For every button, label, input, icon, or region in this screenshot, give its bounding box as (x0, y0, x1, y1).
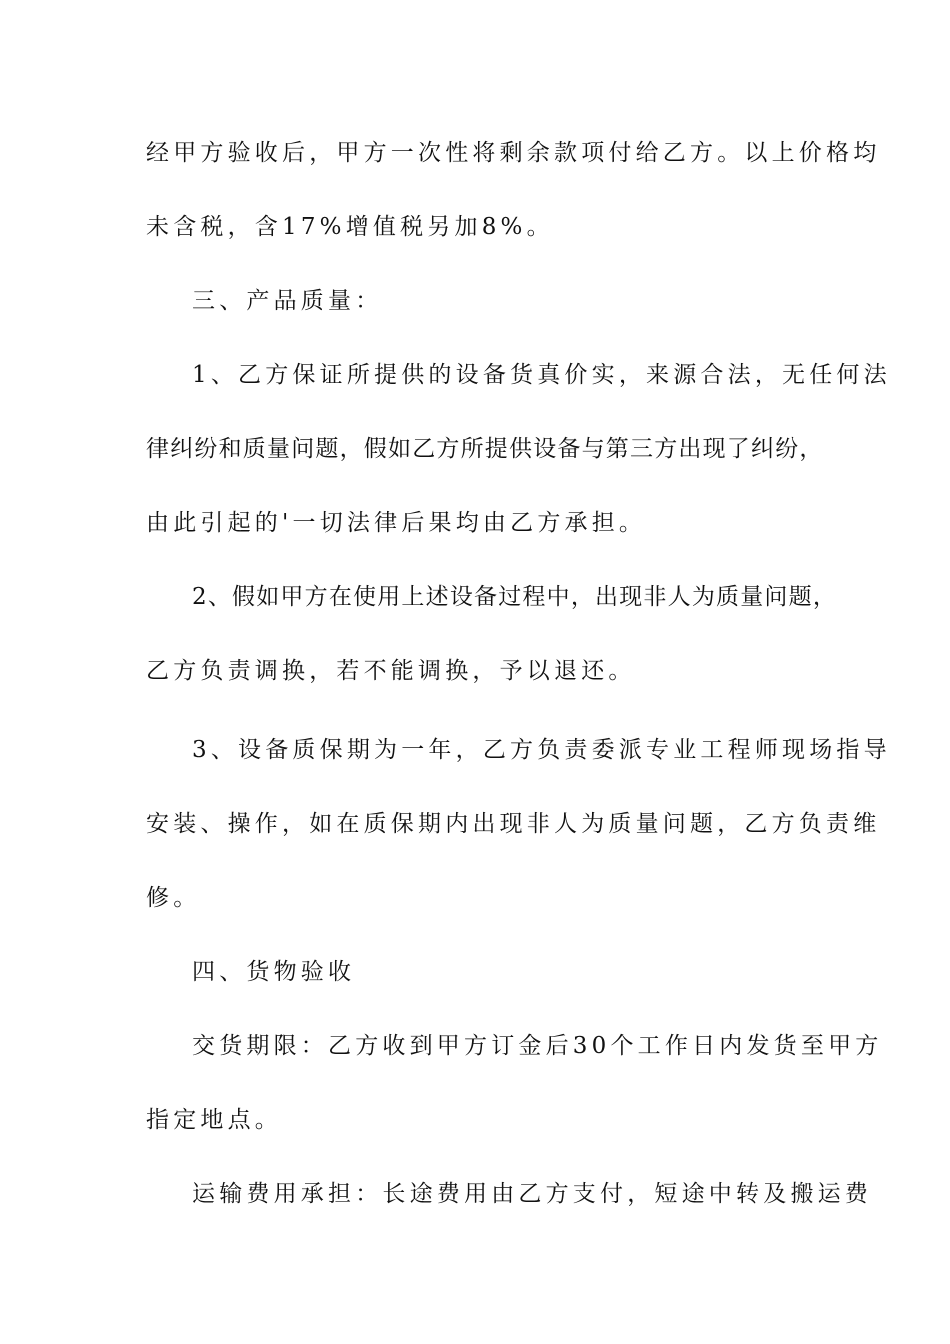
section-heading: 四、货物验收 (192, 959, 356, 985)
text-line: 律纠纷和质量问题，假如乙方所提供设备与第三方出现了纠纷， (146, 436, 824, 462)
text-line: 由此引起的'一切法律后果均由乙方承担。 (146, 510, 647, 536)
text-line: 修。 (146, 885, 201, 911)
text-line: 指定地点。 (146, 1107, 282, 1133)
text-line: 2、假如甲方在使用上述设备过程中，出现非人为质量问题， (192, 584, 838, 610)
text-line: 安装、操作，如在质保期内出现非人为质量问题，乙方负责维 (146, 811, 881, 837)
text-line: 3、设备质保期为一年，乙方负责委派专业工程师现场指导 (192, 737, 891, 763)
text-line: 乙方负责调换，若不能调换，予以退还。 (146, 658, 636, 684)
text-line: 交货期限：乙方收到甲方订金后30个工作日内发货至甲方 (192, 1033, 883, 1059)
text-line: 1、乙方保证所提供的设备货真价实，来源合法，无任何法 (192, 362, 891, 388)
section-heading: 三、产品质量： (192, 288, 383, 314)
text-line: 运输费用承担：长途费用由乙方支付，短途中转及搬运费 (192, 1181, 872, 1207)
text-line: 未含税，含17%增值税另加8%。 (146, 214, 554, 240)
text-line: 经甲方验收后，甲方一次性将剩余款项付给乙方。以上价格均 (146, 140, 881, 166)
